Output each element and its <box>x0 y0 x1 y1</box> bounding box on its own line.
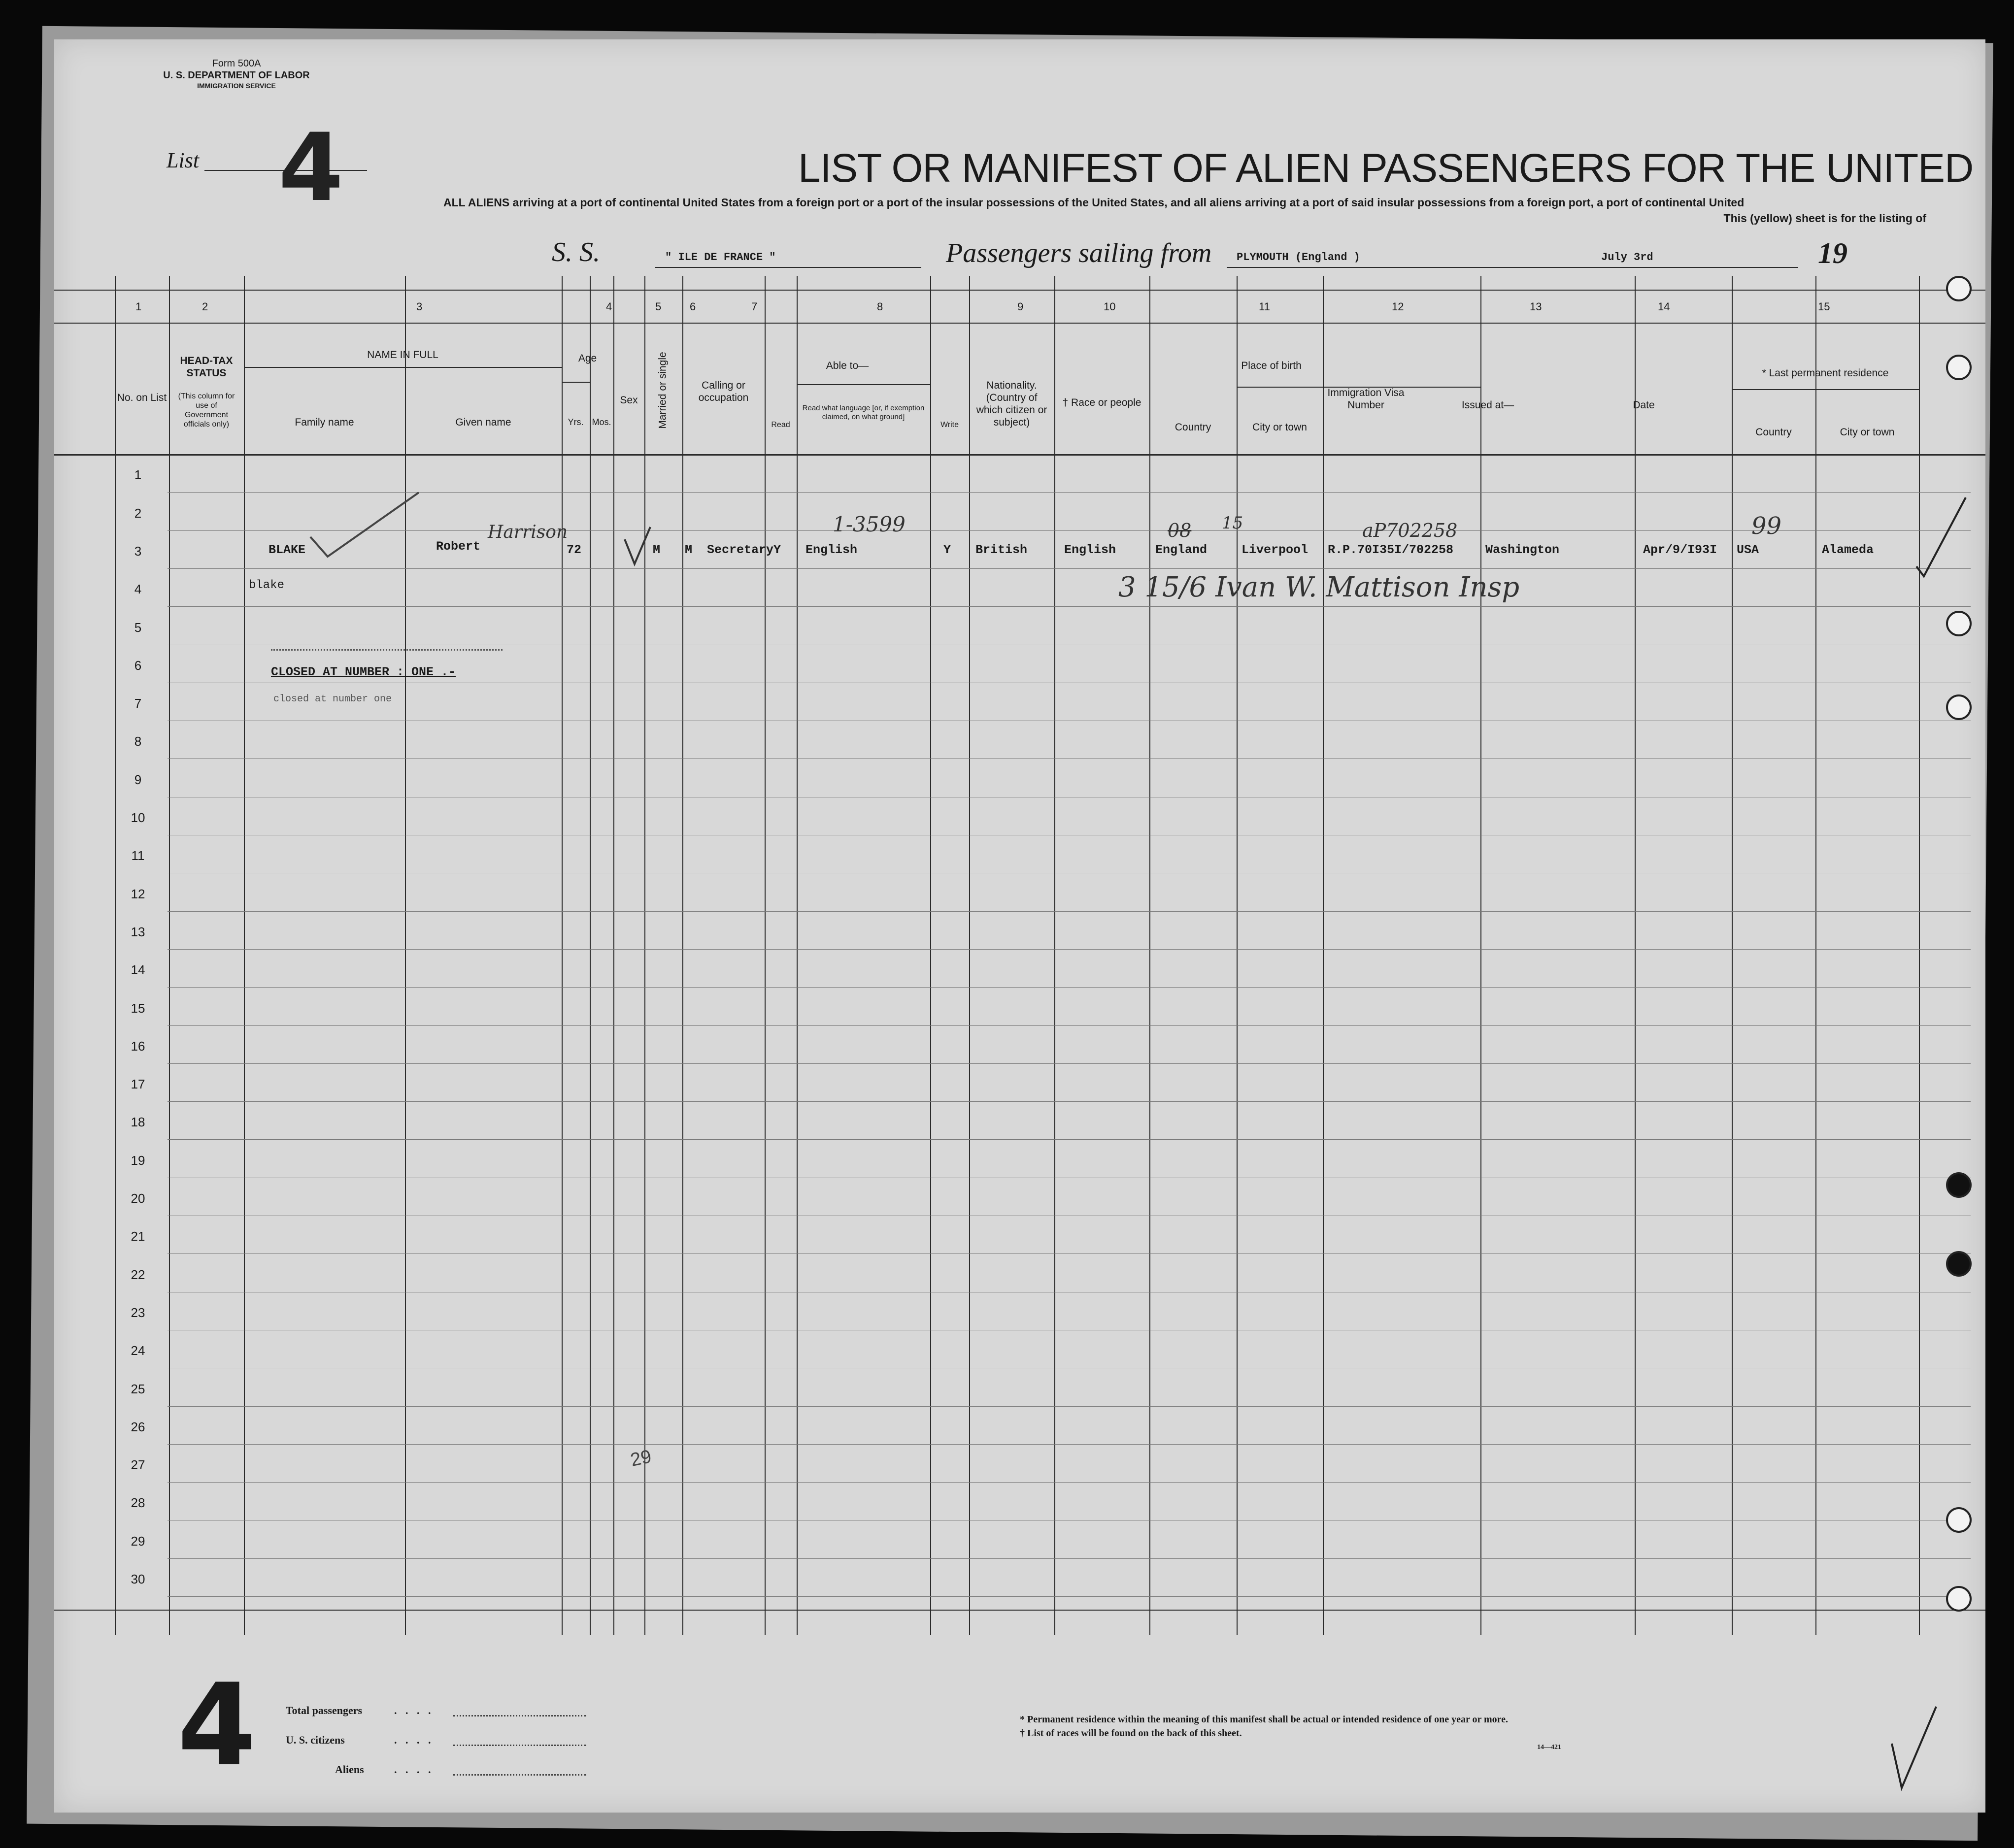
birth-note: 08 <box>1168 520 1192 541</box>
race-row1: English <box>1064 543 1116 557</box>
row-number: 5 <box>134 620 142 635</box>
column-divider <box>797 276 798 1635</box>
row-number: 3 <box>134 544 142 559</box>
checkmark-family-name <box>301 483 429 561</box>
row-number: 22 <box>131 1267 145 1282</box>
column-divider <box>765 276 766 1635</box>
column-divider <box>1815 276 1816 1635</box>
aliens-label: Aliens <box>335 1763 364 1776</box>
ship-name: " ILE DE FRANCE " <box>665 251 776 264</box>
family-name-row2: blake <box>249 579 285 592</box>
column-number: 14 <box>1658 300 1670 313</box>
column-number: 1 <box>135 300 142 313</box>
column-divider <box>1237 276 1238 1635</box>
column-number-border <box>54 323 1985 324</box>
list-label: List <box>167 148 200 172</box>
column-number: 8 <box>877 300 883 313</box>
row-number: 27 <box>131 1457 145 1472</box>
ss-label: S. S. <box>552 237 600 267</box>
sheet-color-note: This (yellow) sheet is for the listing of <box>1723 212 1926 225</box>
header-race: † Race or people <box>1062 397 1141 408</box>
header-able-to: Able to— <box>826 360 869 371</box>
birth-country-row1: England <box>1155 543 1208 557</box>
row-line <box>168 492 1971 493</box>
row-number: 1 <box>134 467 142 482</box>
row-line <box>168 1025 1971 1026</box>
closed-note: CLOSED AT NUMBER : ONE .- <box>271 665 456 679</box>
column-number: 2 <box>202 300 208 313</box>
column-divider <box>1480 276 1481 1635</box>
row-number: 16 <box>131 1039 145 1054</box>
write-row1: Y <box>943 543 951 557</box>
departure-port: PLYMOUTH (England ) <box>1237 251 1360 264</box>
column-divider <box>682 276 683 1635</box>
row-line <box>168 568 1971 569</box>
column-number: 5 <box>655 300 662 313</box>
binder-hole <box>1946 1507 1972 1533</box>
row-line <box>168 1596 1971 1597</box>
residence-note: 99 <box>1751 512 1782 540</box>
age-header-rule <box>562 382 590 383</box>
header-residence-city: City or town <box>1840 427 1895 438</box>
department-name: U. S. DEPARTMENT OF LABOR <box>163 70 310 81</box>
row-number: 21 <box>131 1229 145 1244</box>
aliens-dots: . . . . <box>394 1763 434 1776</box>
binder-hole <box>1946 355 1972 380</box>
row-line <box>168 1063 1971 1064</box>
column-divider <box>969 276 970 1635</box>
header-date: Date <box>1633 399 1655 411</box>
read-row1: Y <box>773 543 781 557</box>
header-family-name: Family name <box>295 417 354 428</box>
row-number: 19 <box>131 1153 145 1168</box>
sailing-date: July 3rd <box>1601 251 1653 264</box>
column-divider <box>244 276 245 1635</box>
certificate-number: 1-3599 <box>833 512 906 536</box>
binder-hole <box>1946 694 1972 720</box>
service-name: IMMIGRATION SERVICE <box>197 82 276 90</box>
port-underline <box>1227 267 1621 268</box>
row-number: 11 <box>131 848 145 863</box>
column-divider <box>562 276 563 1635</box>
row-line <box>168 1406 1971 1407</box>
row-number: 2 <box>134 506 142 521</box>
ship-underline <box>655 267 921 268</box>
column-number: 6 <box>690 300 696 313</box>
us-citizens-label: U. S. citizens <box>286 1734 345 1746</box>
checkmark-footer <box>1887 1704 1941 1798</box>
table-top-border <box>54 290 1985 291</box>
row-number: 18 <box>131 1115 145 1129</box>
closed-dotted-line <box>271 649 503 651</box>
row-number: 14 <box>131 962 145 977</box>
residence-country-row1: USA <box>1737 543 1759 557</box>
total-passengers-label: Total passengers <box>286 1704 363 1716</box>
header-no-on-list: No. on List <box>117 392 167 403</box>
header-birth-city: City or town <box>1252 422 1307 433</box>
aliens-line <box>453 1774 586 1776</box>
us-citizens-dots: . . . . <box>394 1734 434 1746</box>
row-number: 23 <box>131 1305 145 1320</box>
year-prefix: 19 <box>1818 237 1847 269</box>
column-divider <box>1323 276 1324 1635</box>
row-number: 26 <box>131 1419 145 1434</box>
binder-hole <box>1946 1586 1972 1612</box>
header-read-language: Read what language [or, if exemption claimed, on what ground] <box>802 404 925 421</box>
column-divider <box>169 276 170 1635</box>
birth-city-row1: Liverpool <box>1242 543 1309 557</box>
list-number-stamp: 4 <box>278 113 344 222</box>
row-number: 13 <box>131 924 145 939</box>
header-occupation: Calling or occupation <box>698 380 749 403</box>
manifest-sheet <box>54 39 1985 1813</box>
age-row1: 72 <box>567 543 582 557</box>
row-number: 24 <box>131 1343 145 1358</box>
row-number: 28 <box>131 1495 145 1510</box>
row-line <box>168 530 1971 531</box>
footnote-residence: * Permanent residence within the meaning of this manifest shall be actual or intended residence of one year or more. <box>1020 1714 1509 1725</box>
header-age-mos: Mos. <box>592 417 611 427</box>
total-passengers-line <box>453 1715 586 1716</box>
column-divider <box>930 276 931 1635</box>
stamp-number: 29 <box>628 1446 654 1471</box>
header-married-single: Married or single <box>657 352 669 429</box>
column-divider <box>1635 276 1636 1635</box>
married-row1: M <box>685 543 693 557</box>
column-divider <box>1054 276 1055 1635</box>
row-number: 30 <box>131 1572 145 1586</box>
checkmark-right-margin <box>1912 493 1971 581</box>
us-citizens-line <box>453 1745 586 1746</box>
row-number: 12 <box>131 887 145 901</box>
row-number: 6 <box>134 658 142 673</box>
able-header-rule <box>797 384 930 385</box>
header-name-in-full: NAME IN FULL <box>367 349 438 361</box>
column-number: 9 <box>1017 300 1024 313</box>
binder-hole <box>1946 1251 1972 1277</box>
row-line <box>168 1139 1971 1140</box>
column-divider <box>644 276 645 1635</box>
row-line <box>168 1482 1971 1483</box>
residence-city-row1: Alameda <box>1822 543 1874 557</box>
inspector-signature: 3 15/6 Ivan W. Mattison Insp <box>1118 571 1520 603</box>
visa-number-row1: R.P.70I35I/702258 <box>1328 543 1454 557</box>
binder-hole <box>1946 611 1972 636</box>
manifest-title: LIST OR MANIFEST OF ALIEN PASSENGERS FOR THE UNITED <box>798 146 1974 191</box>
header-head-tax: HEAD-TAX STATUS <box>180 355 233 379</box>
residence-header-rule <box>1732 389 1919 390</box>
row-number: 25 <box>131 1382 145 1396</box>
given-name-handwritten: Harrison <box>488 522 568 542</box>
column-number: 7 <box>751 300 758 313</box>
visa-date-row1: Apr/9/I93I <box>1643 543 1717 557</box>
sailing-label: Passengers sailing from <box>946 238 1212 268</box>
column-divider <box>1149 276 1150 1635</box>
column-number: 10 <box>1104 300 1116 313</box>
row-line <box>168 911 1971 912</box>
header-nationality: Nationality. (Country of which citizen or subject) <box>976 380 1047 428</box>
row-line <box>168 1444 1971 1445</box>
header-birth-country: Country <box>1175 422 1211 433</box>
birth-note-2: 15 <box>1222 513 1243 533</box>
row-number: 9 <box>134 772 142 787</box>
row-number: 7 <box>134 696 142 711</box>
row-number: 4 <box>134 582 142 596</box>
occupation-row1: Secretary <box>707 543 774 557</box>
row-line <box>168 1101 1971 1102</box>
nationality-row1: British <box>975 543 1028 557</box>
header-age: Age <box>578 353 597 364</box>
column-divider <box>613 276 614 1635</box>
row-number: 29 <box>131 1534 145 1549</box>
family-name-row1: BLAKE <box>269 543 306 557</box>
manifest-subtitle: ALL ALIENS arriving at a port of continental United States from a foreign port or a port of the insular possessions of the United States, and all aliens arriving at a port of said insular possessions from a foreign port, a port of continental United <box>443 196 1745 209</box>
binder-hole <box>1946 276 1972 301</box>
issued-at-row1: Washington <box>1485 543 1560 557</box>
row-line <box>168 606 1971 607</box>
column-number: 3 <box>416 300 423 313</box>
header-visa-number: Immigration Visa Number <box>1327 387 1405 411</box>
print-code: 14—421 <box>1537 1744 1561 1751</box>
header-place-of-birth: Place of birth <box>1241 360 1302 371</box>
row-line <box>168 987 1971 988</box>
header-write: Write <box>940 421 959 429</box>
header-head-tax-note: (This column for use of Government officials only) <box>178 392 235 429</box>
name-header-rule <box>244 367 562 368</box>
checkmark-age <box>621 525 655 569</box>
row-line <box>168 1558 1971 1559</box>
header-bottom-border <box>54 454 1985 456</box>
form-number: Form 500A <box>212 58 261 69</box>
footer-list-number: 4 <box>177 1660 257 1791</box>
column-divider <box>590 276 591 1635</box>
column-number: 13 <box>1530 300 1542 313</box>
row-number: 20 <box>131 1191 145 1206</box>
visa-handwritten: aP702258 <box>1362 520 1458 541</box>
header-read: Read <box>771 421 790 429</box>
closed-note-faint: closed at number one <box>273 693 392 705</box>
column-number: 12 <box>1392 300 1404 313</box>
header-issued-at: Issued at— <box>1461 399 1514 411</box>
row-number: 15 <box>131 1001 145 1016</box>
row-number: 17 <box>131 1077 145 1091</box>
binder-hole <box>1946 1172 1972 1198</box>
header-age-yrs: Yrs. <box>568 417 584 427</box>
header-sex: Sex <box>620 395 638 406</box>
table-bottom-border <box>54 1610 1985 1611</box>
language-row1: English <box>806 543 858 557</box>
row-number: 8 <box>134 734 142 749</box>
column-number: 11 <box>1259 300 1270 313</box>
header-last-residence: * Last permanent residence <box>1762 367 1889 379</box>
column-divider <box>1919 276 1920 1635</box>
footnote-races: † List of races will be found on the back of this sheet. <box>1020 1728 1242 1739</box>
date-underline <box>1581 267 1798 268</box>
column-divider <box>405 276 406 1635</box>
total-passengers-dots: . . . . <box>394 1704 434 1716</box>
column-number: 4 <box>606 300 612 313</box>
header-residence-country: Country <box>1755 427 1792 438</box>
sex-row1: M <box>653 543 661 557</box>
column-divider <box>1732 276 1733 1635</box>
column-number: 15 <box>1818 300 1830 313</box>
row-number: 10 <box>131 810 145 825</box>
header-given-name: Given name <box>455 417 511 428</box>
row-line <box>168 949 1971 950</box>
given-name-row1: Robert <box>436 539 481 554</box>
